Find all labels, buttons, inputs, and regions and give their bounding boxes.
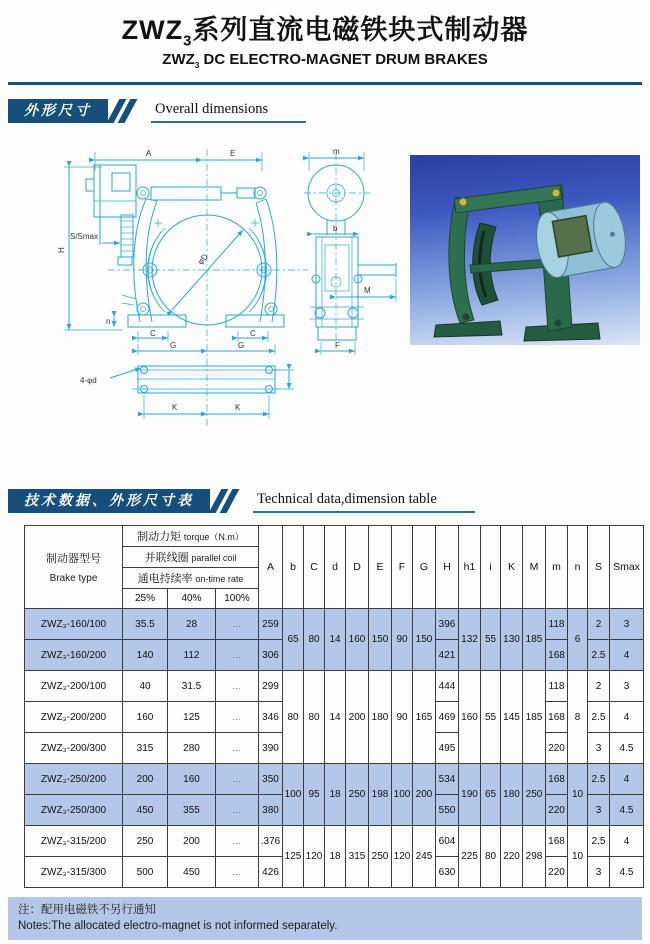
- r7-m: 168: [546, 826, 568, 857]
- header-on-time-rate: [123, 568, 259, 589]
- r1-t25: 140: [123, 640, 168, 671]
- header-parallel-coil: [123, 547, 259, 568]
- section-technical-data: [8, 489, 650, 513]
- g2-D: 200: [346, 671, 369, 764]
- g4-G: 245: [413, 826, 436, 888]
- section-title-en: Overall dimensions: [151, 101, 306, 123]
- header-rate-40: 40%: [168, 589, 216, 609]
- r8-t25: 500: [123, 857, 168, 888]
- page-title: [0, 8, 650, 49]
- r7-t25: 250: [123, 826, 168, 857]
- g2-E: 180: [369, 671, 392, 764]
- g1-E: 150: [369, 609, 392, 671]
- r4-type: ZWZ₃-200/300: [25, 733, 123, 764]
- header-col-i: i: [481, 526, 501, 609]
- g3-F: 100: [392, 764, 413, 826]
- header-col-n: n: [568, 526, 588, 609]
- dim-label-K: K: [235, 403, 241, 413]
- r8-H: 630: [436, 857, 459, 888]
- g4-D: 315: [346, 826, 369, 888]
- r2-t40: 31.5: [168, 671, 216, 702]
- figure-area: [0, 127, 650, 475]
- g2-d: 14: [325, 671, 346, 764]
- r0-H: 396: [436, 609, 459, 640]
- product-photo: [410, 155, 640, 345]
- dim-label-E: E: [230, 149, 236, 159]
- r2-t100: …: [216, 671, 259, 702]
- r2-H: 444: [436, 671, 459, 702]
- table-row: [25, 764, 644, 795]
- header-col-A: A: [259, 526, 283, 609]
- r6-A: 380: [259, 795, 283, 826]
- g3-b: 100: [283, 764, 304, 826]
- footnote-en: Notes:The allocated electro-magnet is not informed separately.: [18, 920, 338, 933]
- g1-G: 150: [413, 609, 436, 671]
- r8-S: 3: [588, 857, 610, 888]
- header-col-b: b: [283, 526, 304, 609]
- rate-cn: 通电持续率: [137, 573, 193, 586]
- r2-t25: 40: [123, 671, 168, 702]
- r8-m: 220: [546, 857, 568, 888]
- g1-h1: 132: [459, 609, 481, 671]
- r4-t100: …: [216, 733, 259, 764]
- dim-label-F: F: [335, 341, 340, 351]
- g2-K: 145: [501, 671, 523, 764]
- r3-Smax: 4: [610, 702, 644, 733]
- r5-t40: 160: [168, 764, 216, 795]
- r8-t40: 450: [168, 857, 216, 888]
- header-torque: [123, 526, 259, 547]
- dim-label-S: S/Smax: [70, 232, 99, 242]
- dim-label-n: n: [106, 317, 111, 327]
- brake-type-en: Brake type: [49, 573, 98, 585]
- g1-n: 6: [568, 609, 588, 671]
- r3-H: 469: [436, 702, 459, 733]
- header-col-M: M: [523, 526, 546, 609]
- r2-Smax: 3: [610, 671, 644, 702]
- r4-S: 3: [588, 733, 610, 764]
- r5-Smax: 4: [610, 764, 644, 795]
- dim-label-holes: 4-φd: [80, 376, 97, 386]
- r5-type: ZWZ₃-250/200: [25, 764, 123, 795]
- g4-n: 10: [568, 826, 588, 888]
- r7-S: 2.5: [588, 826, 610, 857]
- header-col-H: H: [436, 526, 459, 609]
- coil-cn: 并联线圈: [144, 552, 189, 565]
- section-title-cn: 技术数据、外形尺寸表: [8, 489, 210, 513]
- g3-d: 18: [325, 764, 346, 826]
- g1-b: 65: [283, 609, 304, 671]
- r3-S: 2.5: [588, 702, 610, 733]
- g1-M: 185: [523, 609, 546, 671]
- r3-m: 168: [546, 702, 568, 733]
- subtitle-main: ZWZ: [162, 51, 195, 69]
- g1-D: 160: [346, 609, 369, 671]
- r6-Smax: 4.5: [610, 795, 644, 826]
- r4-H: 495: [436, 733, 459, 764]
- r5-t100: …: [216, 764, 259, 795]
- header-col-G: G: [413, 526, 436, 609]
- header-rule: [8, 82, 642, 85]
- header-col-d: d: [325, 526, 346, 609]
- r6-S: 3: [588, 795, 610, 826]
- g2-h1: 160: [459, 671, 481, 764]
- section-title-en: Technical data,dimension table: [253, 491, 475, 513]
- header-col-S: S: [588, 526, 610, 609]
- g4-C: 120: [304, 826, 325, 888]
- r6-t40: 355: [168, 795, 216, 826]
- r6-t25: 450: [123, 795, 168, 826]
- title-subscript: 3: [183, 33, 193, 50]
- section-overall-dimensions: [8, 99, 650, 123]
- dim-label-C: C: [150, 329, 156, 339]
- header-col-m: m: [546, 526, 568, 609]
- r2-type: ZWZ₃-200/100: [25, 671, 123, 702]
- r6-H: 550: [436, 795, 459, 826]
- r2-S: 2: [588, 671, 610, 702]
- g4-K: 220: [501, 826, 523, 888]
- dim-label-C: C: [250, 329, 256, 339]
- torque-en: torque（N.m）: [183, 532, 244, 543]
- g4-M: 298: [523, 826, 546, 888]
- g3-h1: 190: [459, 764, 481, 826]
- r4-Smax: 4.5: [610, 733, 644, 764]
- g3-i: 65: [481, 764, 501, 826]
- r3-t25: 160: [123, 702, 168, 733]
- header-brake-type: [25, 526, 123, 609]
- dim-label-M: M: [364, 286, 371, 296]
- subtitle-subscript: 3: [194, 61, 200, 71]
- g1-K: 130: [501, 609, 523, 671]
- r8-t100: …: [216, 857, 259, 888]
- subtitle-rest: DC ELECTRO-MAGNET DRUM BRAKES: [199, 51, 488, 69]
- r3-t40: 125: [168, 702, 216, 733]
- r8-A: 426: [259, 857, 283, 888]
- g2-C: 80: [304, 671, 325, 764]
- dim-label-G: G: [170, 341, 177, 351]
- torque-cn: 制动力矩: [137, 531, 182, 544]
- g2-n: 8: [568, 671, 588, 764]
- r3-A: 346: [259, 702, 283, 733]
- r3-t100: …: [216, 702, 259, 733]
- r5-m: 168: [546, 764, 568, 795]
- r7-H: 604: [436, 826, 459, 857]
- brake-type-cn: 制动器型号: [46, 553, 101, 566]
- g1-C: 80: [304, 609, 325, 671]
- r4-A: 390: [259, 733, 283, 764]
- table-row: [25, 609, 644, 640]
- g4-E: 250: [369, 826, 392, 888]
- table-row: [25, 826, 644, 857]
- r0-t40: 28: [168, 609, 216, 640]
- g2-i: 55: [481, 671, 501, 764]
- g3-D: 250: [346, 764, 369, 826]
- g2-M: 185: [523, 671, 546, 764]
- r6-t100: …: [216, 795, 259, 826]
- r4-t40: 280: [168, 733, 216, 764]
- dim-label-H: H: [57, 247, 66, 254]
- g4-F: 120: [392, 826, 413, 888]
- r8-type: ZWZ₃-315/300: [25, 857, 123, 888]
- footnote-cn: 注：配用电磁铁不另行通知: [18, 904, 156, 917]
- r5-t25: 200: [123, 764, 168, 795]
- header-col-D: D: [346, 526, 369, 609]
- footnote: [8, 897, 642, 940]
- r2-A: 299: [259, 671, 283, 702]
- r1-m: 168: [546, 640, 568, 671]
- technical-drawing: [10, 127, 410, 439]
- r0-m: 118: [546, 609, 568, 640]
- section-title-cn: 外形尺寸: [8, 99, 108, 123]
- r1-S: 2.5: [588, 640, 610, 671]
- g3-M: 250: [523, 764, 546, 826]
- header-col-F: F: [392, 526, 413, 609]
- r1-type: ZWZ₃-160/200: [25, 640, 123, 671]
- g3-n: 10: [568, 764, 588, 826]
- r1-H: 421: [436, 640, 459, 671]
- g4-d: 18: [325, 826, 346, 888]
- r1-A: 306: [259, 640, 283, 671]
- r6-type: ZWZ₃-250/300: [25, 795, 123, 826]
- r7-A: .376: [259, 826, 283, 857]
- g3-G: 200: [413, 764, 436, 826]
- r1-t100: …: [216, 640, 259, 671]
- r0-Smax: 3: [610, 609, 644, 640]
- g2-F: 90: [392, 671, 413, 764]
- page-subtitle: [0, 51, 650, 70]
- header-col-K: K: [501, 526, 523, 609]
- g4-b: 125: [283, 826, 304, 888]
- r4-m: 220: [546, 733, 568, 764]
- g1-i: 55: [481, 609, 501, 671]
- g2-G: 165: [413, 671, 436, 764]
- g2-b: 80: [283, 671, 304, 764]
- r0-A: 259: [259, 609, 283, 640]
- dim-label-b: b: [333, 224, 338, 234]
- title-main: ZWZ: [121, 15, 184, 45]
- header-col-Smax: Smax: [610, 526, 644, 609]
- header-rate-25: 25%: [123, 589, 168, 609]
- r1-t40: 112: [168, 640, 216, 671]
- r8-Smax: 4.5: [610, 857, 644, 888]
- table-row: [25, 671, 644, 702]
- g4-h1: 225: [459, 826, 481, 888]
- r0-t100: …: [216, 609, 259, 640]
- r7-Smax: 4: [610, 826, 644, 857]
- r5-H: 534: [436, 764, 459, 795]
- r2-m: 118: [546, 671, 568, 702]
- header-rate-100: 100%: [216, 589, 259, 609]
- r7-t100: …: [216, 826, 259, 857]
- dim-label-m: m: [333, 147, 340, 157]
- r1-Smax: 4: [610, 640, 644, 671]
- r4-t25: 315: [123, 733, 168, 764]
- r7-type: ZWZ₃-315/200: [25, 826, 123, 857]
- coil-en: parallel coil: [191, 553, 237, 564]
- title-rest: 系列直流电磁铁块式制动器: [192, 15, 529, 45]
- g1-d: 14: [325, 609, 346, 671]
- brake-photo-illustration: [410, 155, 640, 345]
- dim-label-G: G: [238, 341, 245, 351]
- r6-m: 220: [546, 795, 568, 826]
- r0-S: 2: [588, 609, 610, 640]
- dim-label-phiD: φD: [195, 252, 210, 267]
- r5-S: 2.5: [588, 764, 610, 795]
- rate-en: on-time rate: [195, 574, 244, 585]
- r3-type: ZWZ₃-200/200: [25, 702, 123, 733]
- dim-label-A: A: [146, 149, 152, 159]
- g3-C: 95: [304, 764, 325, 826]
- header-col-E: E: [369, 526, 392, 609]
- g4-i: 80: [481, 826, 501, 888]
- r0-t25: 35.5: [123, 609, 168, 640]
- g3-K: 180: [501, 764, 523, 826]
- r0-type: ZWZ₃-160/100: [25, 609, 123, 640]
- g1-F: 90: [392, 609, 413, 671]
- spec-table: [24, 525, 644, 888]
- dim-label-K: K: [172, 403, 178, 413]
- header-col-h1: h1: [459, 526, 481, 609]
- header-col-C: C: [304, 526, 325, 609]
- g3-E: 198: [369, 764, 392, 826]
- r5-A: 350: [259, 764, 283, 795]
- r7-t40: 200: [168, 826, 216, 857]
